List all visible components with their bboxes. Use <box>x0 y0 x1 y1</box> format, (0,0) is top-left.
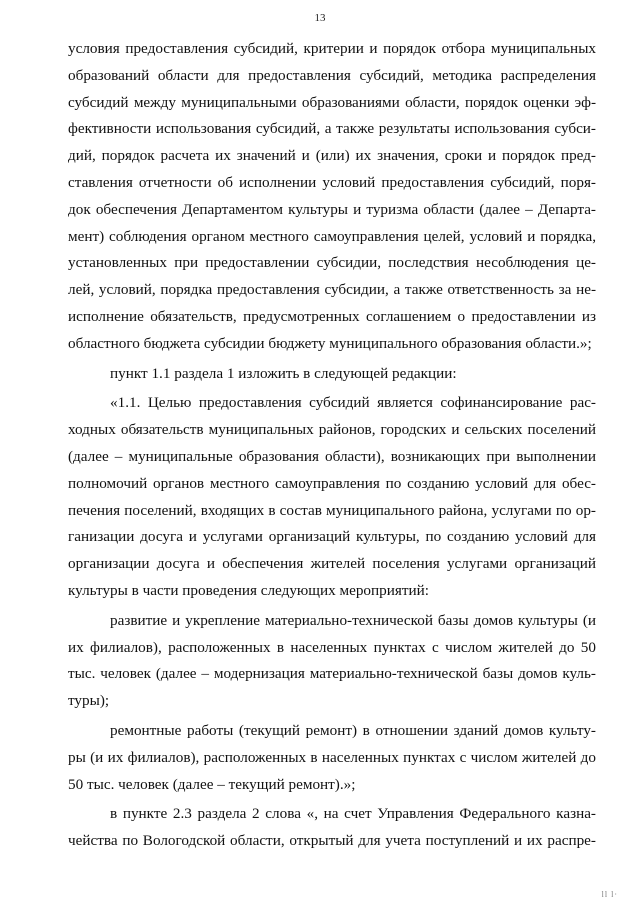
text-line: лей, условий, порядка предоставления субсидии, а также ответственность за не- <box>68 281 596 299</box>
document-body <box>68 36 596 855</box>
paragraph-subsidy-conditions <box>68 36 596 358</box>
text-line: (далее – муниципальные образования области), возникающих при выполнении <box>68 447 596 465</box>
text-line: чейства по Вологодской области, открытый для учета поступлений и их распре- <box>68 832 596 850</box>
text-line: фективности использования субсидий, а также результаты использования субси- <box>68 120 596 138</box>
text-line: установленных при предоставлении субсидии, последствия несоблюдения це- <box>68 254 596 272</box>
paragraph-amend-item-1-1 <box>68 361 596 388</box>
text-line: ганизации досуга и услугами организаций культуры, по созданию условий для <box>68 528 596 546</box>
text-line: 50 тыс. человек (далее – текущий ремонт).»; <box>68 775 356 793</box>
text-line: субсидий между муниципальными образованиями области, порядок оценки эф- <box>68 93 596 111</box>
text-line: док обеспечения Департаментом культуры и туризма области (далее – Департа- <box>68 200 596 218</box>
text-line: областного бюджета субсидии бюджету муниципального образования области.»; <box>68 334 592 352</box>
text-line: их филиалов), расположенных в населенных пунктах с числом жителей до 50 <box>68 638 596 656</box>
text-line: ставления отчетности об исполнении условий предоставления субсидий, поря- <box>68 173 596 191</box>
paragraph-modernization <box>68 608 596 715</box>
text-line: «1.1. Целью предоставления субсидий является софинансирование рас- <box>110 394 596 412</box>
text-line: полномочий органов местного самоуправления по созданию условий для обес- <box>68 474 596 492</box>
text-line: ремонтные работы (текущий ремонт) в отношении зданий домов культу- <box>110 721 596 739</box>
paragraph-current-repair <box>68 718 596 798</box>
text-line: в пункте 2.3 раздела 2 слова «, на счет Управления Федерального казна- <box>110 805 596 823</box>
text-line: организации досуга и обеспечения жителей поселения услугами организаций <box>68 555 596 573</box>
text-line: развитие и укрепление материально-технической базы домов культуры (и <box>110 611 596 629</box>
text-line: дий, порядок расчета их значений и (или) их значения, сроки и порядок пред- <box>68 147 596 165</box>
text-line: исполнение обязательств, предусмотренных соглашением о предоставлении из <box>68 307 596 325</box>
paragraph-item-1-1-text <box>68 390 596 604</box>
text-line: ры (и их филиалов), расположенных в населенных пунктах с числом жителей до <box>68 748 596 766</box>
paragraph-item-2-3 <box>68 801 596 855</box>
text-line: тыс. человек (далее – модернизация материально-технической базы домов куль- <box>68 665 596 683</box>
footer-mark: ll l· <box>601 890 618 899</box>
text-line: условия предоставления субсидий, критерии и порядок отбора муниципальных <box>68 40 596 57</box>
page-number: 13 <box>314 12 326 24</box>
text-line: печения поселений, входящих в состав муниципального района, услугами по ор- <box>68 501 596 519</box>
text-line: пункт 1.1 раздела 1 изложить в следующей редакции: <box>110 364 457 382</box>
text-line: туры); <box>68 692 110 710</box>
text-line: культуры в части проведения следующих мероприятий: <box>68 581 429 599</box>
text-line: образований области для предоставления субсидий, методика распределения <box>68 66 596 84</box>
text-line: мент) соблюдения органом местного самоуправления целей, условий и порядка, <box>68 227 596 245</box>
text-line: ходных обязательств муниципальных районов, городских и сельских поселений <box>68 421 596 439</box>
